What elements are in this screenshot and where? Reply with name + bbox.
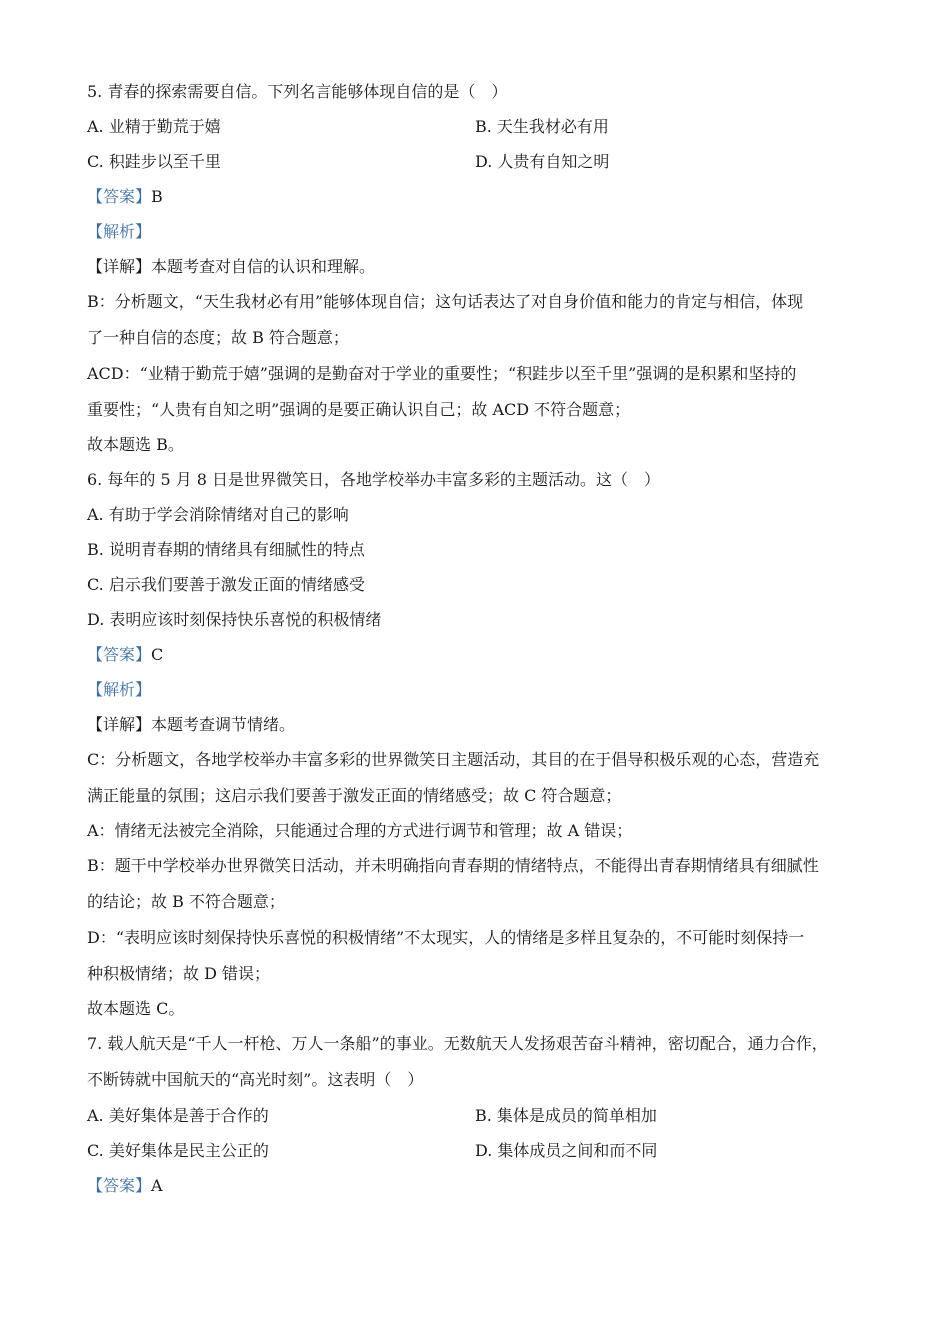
q6-answer xyxy=(87,645,163,665)
q7-stem-cont: 不断铸就中国航天的“高光时刻”。这表明（ ） xyxy=(87,1070,424,1089)
q5-stem: 5. 青春的探索需要自信。下列名言能够体现自信的是（ ） xyxy=(87,82,508,101)
q6-analysis-tag: 【解析】 xyxy=(87,680,152,699)
q5-option-d: D. 人贵有自知之明 xyxy=(475,152,610,171)
q6-option-a: A. 有助于学会消除情绪对自己的影响 xyxy=(87,505,349,524)
q6-explain-line: A：情绪无法被完全消除，只能通过合理的方式进行调节和管理；故 A 错误； xyxy=(87,821,633,840)
q5-conclusion: 故本题选 B。 xyxy=(87,435,184,454)
q5-explain-line: B：分析题文，“天生我材必有用”能够体现自信；这句话表达了对自身价值和能力的肯定与相信，体现 xyxy=(87,292,804,311)
answer-value: B xyxy=(151,187,163,206)
q6-option-b: B. 说明青春期的情绪具有细腻性的特点 xyxy=(87,540,365,559)
answer-tag: 【答案】 xyxy=(87,645,152,664)
q5-option-b: B. 天生我材必有用 xyxy=(475,117,609,136)
q5-detail: 【详解】本题考查对自信的认识和理解。 xyxy=(87,257,376,276)
answer-value: A xyxy=(151,1176,163,1195)
q6-option-d: D. 表明应该时刻保持快乐喜悦的积极情绪 xyxy=(87,610,382,629)
q6-stem: 6. 每年的 5 月 8 日是世界微笑日，各地学校举办丰富多彩的主题活动。这（ ） xyxy=(87,470,661,489)
q6-option-c: C. 启示我们要善于激发正面的情绪感受 xyxy=(87,575,365,594)
q7-option-c: C. 美好集体是民主公正的 xyxy=(87,1141,269,1160)
q5-answer xyxy=(87,187,163,207)
q6-explain-line: C：分析题文，各地学校举办丰富多彩的世界微笑日主题活动，其目的在于倡导积极乐观的心态，营造充 xyxy=(87,750,820,769)
q6-detail: 【详解】本题考查调节情绪。 xyxy=(87,715,296,734)
q6-explain-line: D：“表明应该时刻保持快乐喜悦的积极情绪”不太现实，人的情绪是多样且复杂的，不可能时刻保持一 xyxy=(87,928,805,947)
q5-analysis-tag: 【解析】 xyxy=(87,222,152,241)
q5-explain-line: ACD：“业精于勤荒于嬉”强调的是勤奋对于学业的重要性；“积跬步以至千里”强调的是积累和坚持的 xyxy=(87,364,797,383)
q5-option-c: C. 积跬步以至千里 xyxy=(87,152,221,171)
q7-option-d: D. 集体成员之间和而不同 xyxy=(475,1141,658,1160)
q7-answer xyxy=(87,1176,163,1196)
q7-option-a: A. 美好集体是善于合作的 xyxy=(87,1106,269,1125)
q6-explain-line: 种积极情绪；故 D 错误； xyxy=(87,964,271,983)
q5-explain-line: 了一种自信的态度；故 B 符合题意； xyxy=(87,328,349,347)
q7-stem: 7. 载人航天是“千人一杆枪、万人一条船”的事业。无数航天人发扬艰苦奋斗精神，密切配合，通力合作， xyxy=(87,1034,828,1053)
answer-tag: 【答案】 xyxy=(87,1176,152,1195)
answer-tag: 【答案】 xyxy=(87,187,152,206)
answer-value: C xyxy=(151,645,164,664)
q7-option-b: B. 集体是成员的简单相加 xyxy=(475,1106,657,1125)
q5-explain-line: 重要性；“人贵有自知之明”强调的是要正确认识自己；故 ACD 不符合题意； xyxy=(87,400,631,419)
q5-option-a: A. 业精于勤荒于嬉 xyxy=(87,117,221,136)
q6-explain-line: 满正能量的氛围；这启示我们要善于激发正面的情绪感受；故 C 符合题意； xyxy=(87,786,622,805)
q6-explain-line: 的结论；故 B 不符合题意； xyxy=(87,892,285,911)
q6-explain-line: B：题干中学校举办世界微笑日活动，并未明确指向青春期的情绪特点，不能得出青春期情绪具有细腻性 xyxy=(87,856,819,875)
q6-conclusion: 故本题选 C。 xyxy=(87,999,185,1018)
